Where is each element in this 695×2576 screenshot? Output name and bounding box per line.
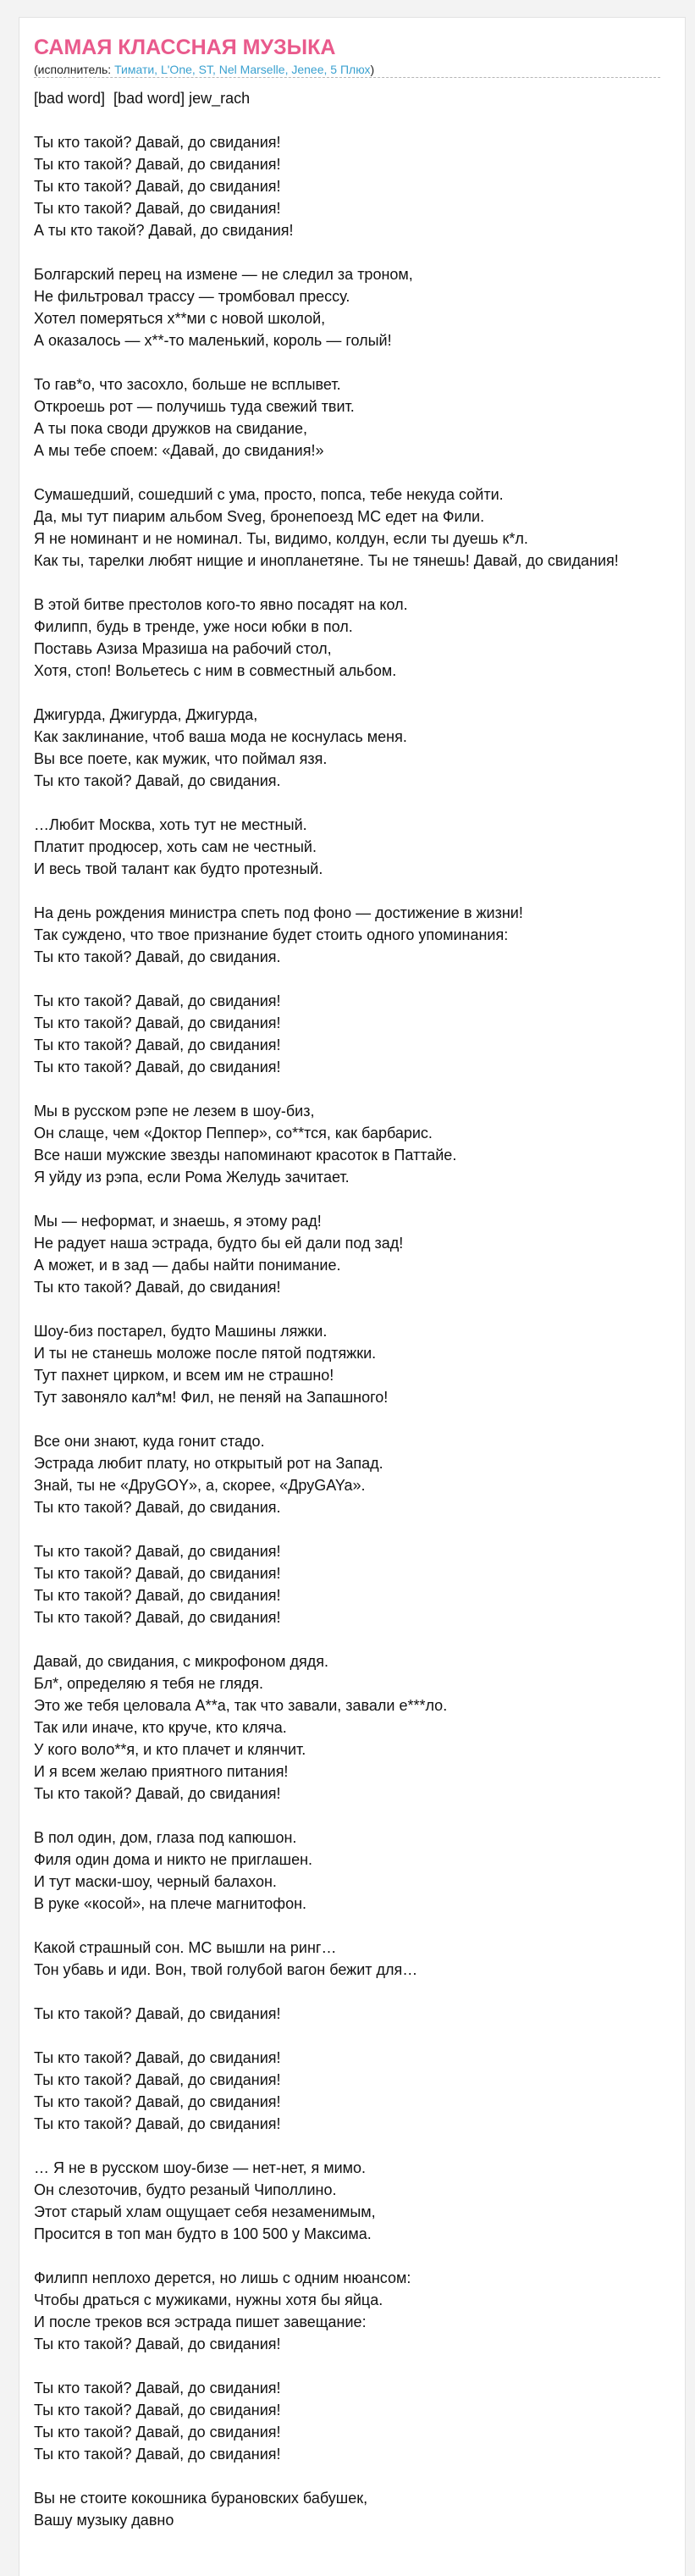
lyrics-line: В руке «косой», на плече магнитофон. — [34, 1895, 307, 1912]
lyrics-line: В пол один, дом, глаза под капюшон. — [34, 1829, 297, 1846]
lyrics-line — [34, 968, 686, 990]
lyrics-line — [34, 1518, 686, 1540]
lyrics-line: Ты кто такой? Давай, до свидания! — [34, 2005, 281, 2022]
lyrics-line — [34, 109, 686, 131]
lyrics-line: Бл*, определяю я тебя не глядя. — [34, 1675, 264, 1692]
lyrics-line: Ты кто такой? Давай, до свидания! — [34, 1014, 281, 1031]
lyrics-line: Ты кто такой? Давай, до свидания! — [34, 2446, 281, 2463]
lyrics-line: Ты кто такой? Давай, до свидания! — [34, 134, 281, 151]
lyrics-line: Ты кто такой? Давай, до свидания! — [34, 2049, 281, 2066]
lyrics-line — [34, 2465, 686, 2487]
song-header — [34, 35, 660, 77]
lyrics-line — [34, 1298, 686, 1320]
lyrics-line: И весь твой талант как будто протезный. — [34, 860, 323, 877]
lyrics-line: Так или иначе, кто круче, кто кляча. — [34, 1719, 287, 1736]
lyrics-line: Мы в русском рэпе не лезем в шоу-биз, — [34, 1103, 315, 1119]
lyrics-line: Все наши мужские звезды напоминают красоток в Паттайе. — [34, 1147, 457, 1164]
lyrics-line: Я уйду из рэпа, если Рома Желудь зачитает. — [34, 1169, 350, 1186]
artist-link[interactable]: Тимати, L'One, ST, Nel Marselle, Jenee, 5 Плюх — [114, 63, 371, 76]
lyrics-line — [34, 572, 686, 594]
lyrics-line: …Любит Москва, хоть тут не местный. — [34, 816, 307, 833]
lyrics-line — [34, 1408, 686, 1430]
lyrics-line: Этот старый хлам ощущает себя незаменимым, — [34, 2203, 376, 2220]
lyrics-line: Ты кто такой? Давай, до свидания! — [34, 1279, 281, 1296]
lyrics-line: И ты не станешь моложе после пятой подтяжки. — [34, 1345, 377, 1362]
lyrics-line: И я всем желаю приятного питания! — [34, 1763, 289, 1780]
lyrics-line: То гав*о, что засохло, больше не всплывет. — [34, 376, 341, 393]
lyrics-line: Ты кто такой? Давай, до свидания! — [34, 1785, 281, 1802]
lyrics-line: Шоу-биз постарел, будто Машины ляжки. — [34, 1323, 328, 1340]
lyrics-card — [19, 17, 686, 2576]
lyrics-line: Ты кто такой? Давай, до свидания! — [34, 992, 281, 1009]
lyrics-line: Ты кто такой? Давай, до свидания! — [34, 1036, 281, 1053]
lyrics-line: Вы все поете, как мужик, что поймал язя. — [34, 750, 328, 767]
lyrics-line: Ты кто такой? Давай, до свидания! — [34, 2336, 281, 2352]
lyrics-line: И тут маски-шоу, черный балахон. — [34, 1873, 277, 1890]
lyrics-line: Болгарский перец на измене — не следил за троном, — [34, 266, 413, 283]
lyrics-line: Хотя, стоп! Вольетесь с ним в совместный альбом. — [34, 662, 397, 679]
lyrics-line: Ты кто такой? Давай, до свидания! — [34, 156, 281, 173]
lyrics-line: У кого воло**я, и кто плачет и клянчит. — [34, 1741, 306, 1758]
lyrics-line: Все они знают, куда гонит стадо. — [34, 1433, 265, 1450]
lyrics-line: Вы не стоите кокошника бурановских бабушек, — [34, 2490, 368, 2507]
lyrics-line: А может, и в зад — дабы найти понимание. — [34, 1257, 341, 1274]
lyrics-line: Ты кто такой? Давай, до свидания! — [34, 1609, 281, 1626]
lyrics-line: Ты кто такой? Давай, до свидания! — [34, 2402, 281, 2418]
lyrics-line: Платит продюсер, хоть сам не честный. — [34, 838, 317, 855]
lyrics-line: Ты кто такой? Давай, до свидания! — [34, 2093, 281, 2110]
lyrics-line: Сумашедший, сошедший с ума, просто, попса, тебе некуда сойти. — [34, 486, 504, 503]
lyrics-line: Ты кто такой? Давай, до свидания! — [34, 2071, 281, 2088]
lyrics-line: Джигурда, Джигурда, Джигурда, — [34, 706, 258, 723]
lyrics-line: А мы тебе споем: «Давай, до свидания!» — [34, 442, 324, 459]
lyrics-line — [34, 1915, 686, 1937]
lyrics-line: Ты кто такой? Давай, до свидания! — [34, 2380, 281, 2396]
lyrics-line: Как заклинание, чтоб ваша мода не коснулась меня. — [34, 728, 407, 745]
lyrics-line: Какой страшный сон. МС вышли на ринг… — [34, 1939, 337, 1956]
lyrics-line — [34, 1188, 686, 1210]
lyrics-line: Тон убавь и иди. Вон, твой голубой вагон бежит для… — [34, 1961, 418, 1978]
lyrics-line — [34, 792, 686, 814]
lyrics-line: Чтобы драться с мужиками, нужны хотя бы яйца. — [34, 2291, 383, 2308]
header-divider — [34, 77, 660, 78]
lyrics-line: Тут пахнет цирком, и всем им не страшно! — [34, 1367, 334, 1384]
lyrics-line: Филипп, будь в тренде, уже носи юбки в пол. — [34, 618, 353, 635]
artist-suffix: ) — [370, 63, 375, 76]
lyrics-line: Ты кто такой? Давай, до свидания! — [34, 178, 281, 195]
lyrics-text — [34, 87, 686, 2531]
lyrics-line: Он слаще, чем «Доктор Пеппер», со**тся, как барбарис. — [34, 1125, 433, 1142]
lyrics-line: А оказалось — х**-то маленький, король — голый! — [34, 332, 392, 349]
lyrics-line — [34, 351, 686, 373]
lyrics-line: Как ты, тарелки любят нищие и инопланетяне. Ты не тянешь! Давай, до свидания! — [34, 552, 619, 569]
artist-prefix: (исполнитель: — [34, 63, 115, 76]
lyrics-line: И после треков вся эстрада пишет завещание: — [34, 2313, 367, 2330]
lyrics-line: Хотел померяться х**ми с новой школой, — [34, 310, 326, 327]
lyrics-line: Ты кто такой? Давай, до свидания. — [34, 772, 281, 789]
lyrics-line — [34, 2025, 686, 2047]
lyrics-line: Тут завоняло кал*м! Фил, не пеняй на Запашного! — [34, 1389, 389, 1406]
lyrics-line: Не фильтровал трассу — тромбовал прессу. — [34, 288, 350, 305]
lyrics-line: Ты кто такой? Давай, до свидания! — [34, 1059, 281, 1075]
lyrics-line: Мы — неформат, и знаешь, я этому рад! — [34, 1213, 322, 1230]
lyrics-line — [34, 880, 686, 902]
lyrics-line: Ты кто такой? Давай, до свидания! — [34, 1543, 281, 1560]
lyrics-line — [34, 1078, 686, 1100]
lyrics-line — [34, 1628, 686, 1650]
lyrics-line: Ты кто такой? Давай, до свидания! — [34, 2424, 281, 2441]
lyrics-line — [34, 241, 686, 263]
lyrics-line: Вашу музыку давно — [34, 2512, 174, 2529]
song-title: САМАЯ КЛАССНАЯ МУЗЫКА — [34, 36, 336, 59]
lyrics-line: Ты кто такой? Давай, до свидания! — [34, 1587, 281, 1604]
lyrics-line: Поставь Азиза Мразиша на рабочий стол, — [34, 640, 332, 657]
lyrics-line: Так суждено, что твое признание будет стоить одного упоминания: — [34, 926, 509, 943]
lyrics-line — [34, 682, 686, 704]
lyrics-line: Он слезоточив, будто резаный Чиполлино. — [34, 2181, 337, 2198]
lyrics-line: Откроешь рот — получишь туда свежий твит. — [34, 398, 355, 415]
lyrics-line — [34, 1805, 686, 1827]
lyrics-line — [34, 2355, 686, 2377]
lyrics-line: Давай, до свидания, с микрофоном дядя. — [34, 1653, 328, 1670]
lyrics-line: Филя один дома и никто не приглашен. — [34, 1851, 313, 1868]
lyrics-line — [34, 2245, 686, 2267]
lyrics-line: А ты пока своди дружков на свидание, — [34, 420, 308, 437]
lyrics-line: Знай, ты не «ДруGOY», а, скорее, «ДруGAYa». — [34, 1477, 366, 1494]
lyrics-line: … Я не в русском шоу-бизе — нет-нет, я мимо. — [34, 2159, 367, 2176]
lyrics-line — [34, 462, 686, 484]
lyrics-line: Ты кто такой? Давай, до свидания! — [34, 200, 281, 217]
lyrics-line: [bad word] [bad word] jew_rach — [34, 90, 251, 107]
artist-line — [34, 62, 660, 77]
lyrics-line: Не радует наша эстрада, будто бы ей дали под зад! — [34, 1235, 404, 1252]
lyrics-line: Ты кто такой? Давай, до свидания! — [34, 1565, 281, 1582]
lyrics-line: Ты кто такой? Давай, до свидания. — [34, 1499, 281, 1516]
lyrics-line: Я не номинант и не номинал. Ты, видимо, колдун, если ты дуешь к*л. — [34, 530, 528, 547]
lyrics-line: Это же тебя целовала А**а, так что завали, завали е***ло. — [34, 1697, 448, 1714]
lyrics-line: Да, мы тут пиарим альбом Sveg, бронепоезд МС едет на Фили. — [34, 508, 485, 525]
lyrics-line: Филипп неплохо дерется, но лишь с одним нюансом: — [34, 2269, 411, 2286]
lyrics-line: В этой битве престолов кого-то явно посадят на кол. — [34, 596, 408, 613]
lyrics-line: А ты кто такой? Давай, до свидания! — [34, 222, 294, 239]
lyrics-line: Просится в топ ман будто в 100 500 у Максима. — [34, 2225, 372, 2242]
lyrics-line: Эстрада любит плату, но открытый рот на Запад. — [34, 1455, 383, 1472]
lyrics-line — [34, 2135, 686, 2157]
lyrics-line: На день рождения министра спеть под фоно — достижение в жизни! — [34, 904, 523, 921]
lyrics-line — [34, 1981, 686, 2003]
lyrics-line: Ты кто такой? Давай, до свидания. — [34, 948, 281, 965]
lyrics-line: Ты кто такой? Давай, до свидания! — [34, 2115, 281, 2132]
